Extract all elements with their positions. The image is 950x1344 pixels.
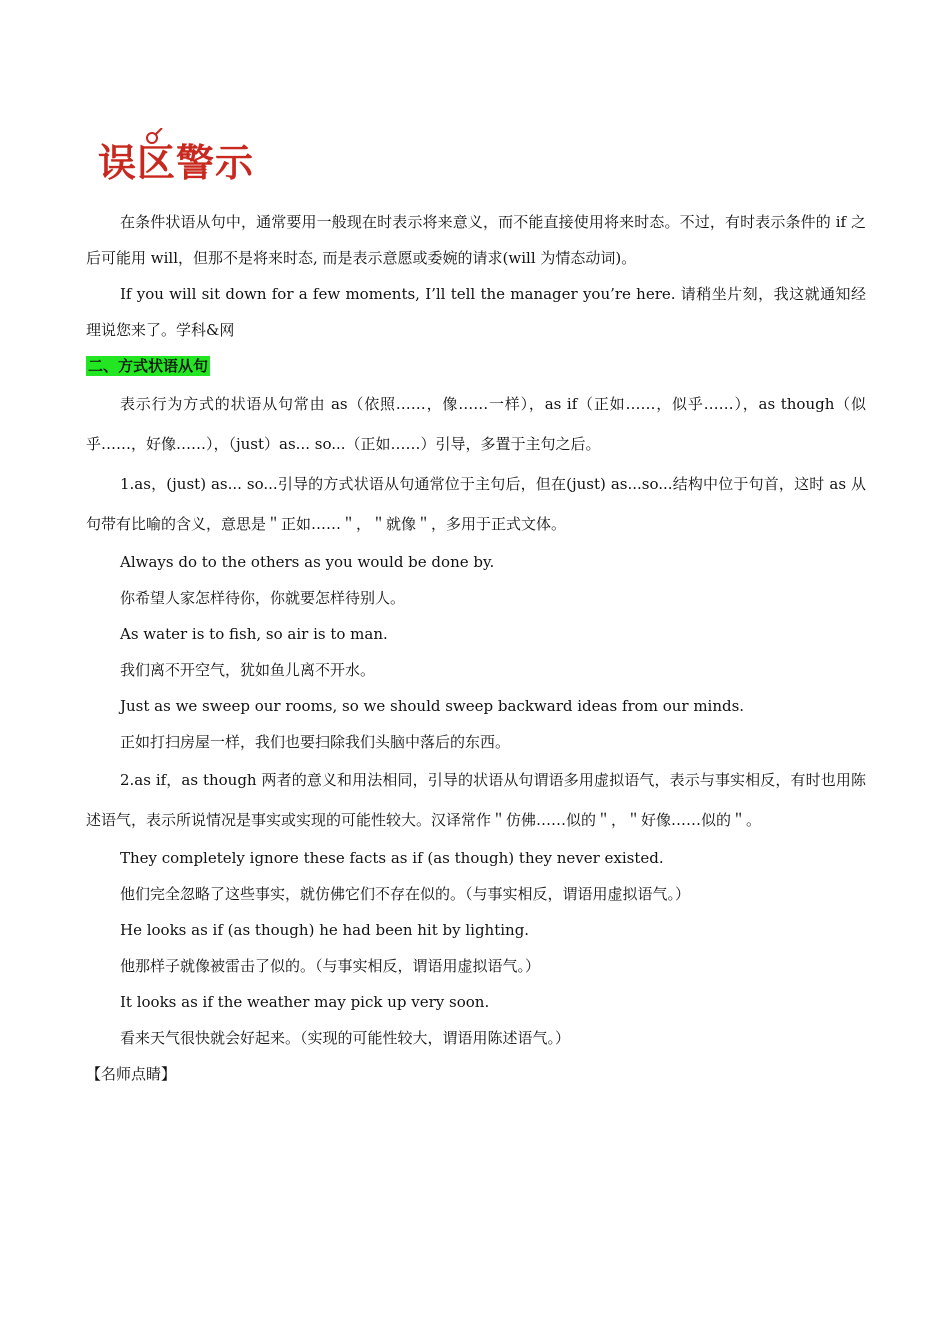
example-line: 正如打扫房屋一样，我们也要扫除我们头脑中落后的东西。	[120, 733, 511, 751]
point-1: 1.as，(just) as... so...引导的方式状语从句通常位于主句后，但在(just) as...so...结构中位于句首，这时 as 从句带有比喻的含义，意思是＂正如……＂，＂就像＂，多用于正式文体。	[86, 475, 866, 533]
mistake-warning-logo	[96, 128, 256, 188]
example-line: They completely ignore these facts as if (as though) they never existed.	[120, 849, 664, 867]
section-intro: 表示行为方式的状语从句常由 as（依照……，像……一样），as if（正如……，似乎……），as though（似乎……，好像……），（just）as... so...（正如……）引导，多置于主句之后。	[86, 395, 866, 453]
logo-ornament-leaf	[156, 128, 162, 134]
example-line: 我们离不开空气，犹如鱼儿离不开水。	[120, 661, 376, 679]
example-line: 他们完全忽略了这些事实，就仿佛它们不存在似的。（与事实相反，谓语用虚拟语气。）	[120, 885, 691, 903]
example-line: Just as we sweep our rooms, so we should sweep backward ideas from our minds.	[120, 697, 745, 715]
example-line: Always do to the others as you would be done by.	[120, 553, 495, 571]
example-line: 看来天气很快就会好起来。（实现的可能性较大，谓语用陈述语气。）	[120, 1029, 571, 1047]
content-area	[86, 204, 866, 1092]
section-heading-text: 二、方式状语从句	[88, 357, 209, 375]
example-line: He looks as if (as though) he had been hit by lighting.	[120, 921, 530, 939]
warning-paragraph-1: 在条件状语从句中，通常要用一般现在时表示将来意义，而不能直接使用将来时态。不过，有时表示条件的 if 之后可能用 will，但那不是将来时态, 而是表示意愿或委婉的请求(will 为情态动词)。	[86, 213, 866, 267]
example-line: 他那样子就像被雷击了似的。（与事实相反，谓语用虚拟语气。）	[120, 957, 541, 975]
teacher-tips-heading: 【名师点睛】	[86, 1065, 177, 1083]
example-line: As water is to fish, so air is to man.	[120, 625, 388, 643]
logo-graphic	[96, 128, 256, 188]
logo-text: 误区警示	[98, 141, 255, 185]
example-line: It looks as if the weather may pick up very soon.	[120, 993, 490, 1011]
section-heading	[86, 354, 866, 378]
warning-paragraph-2: If you will sit down for a few moments, I’ll tell the manager you’re here. 请稍坐片刻，我这就通知经理说您来了。学科&网	[86, 285, 866, 339]
point-2: 2.as if，as though 两者的意义和用法相同，引导的状语从句谓语多用虚拟语气，表示与事实相反，有时也用陈述语气，表示所说情况是事实或实现的可能性较大。汉译常作＂仿佛……似的＂，＂好像……似的＂。	[86, 771, 866, 829]
example-line: 你希望人家怎样待你，你就要怎样待别人。	[120, 589, 406, 607]
